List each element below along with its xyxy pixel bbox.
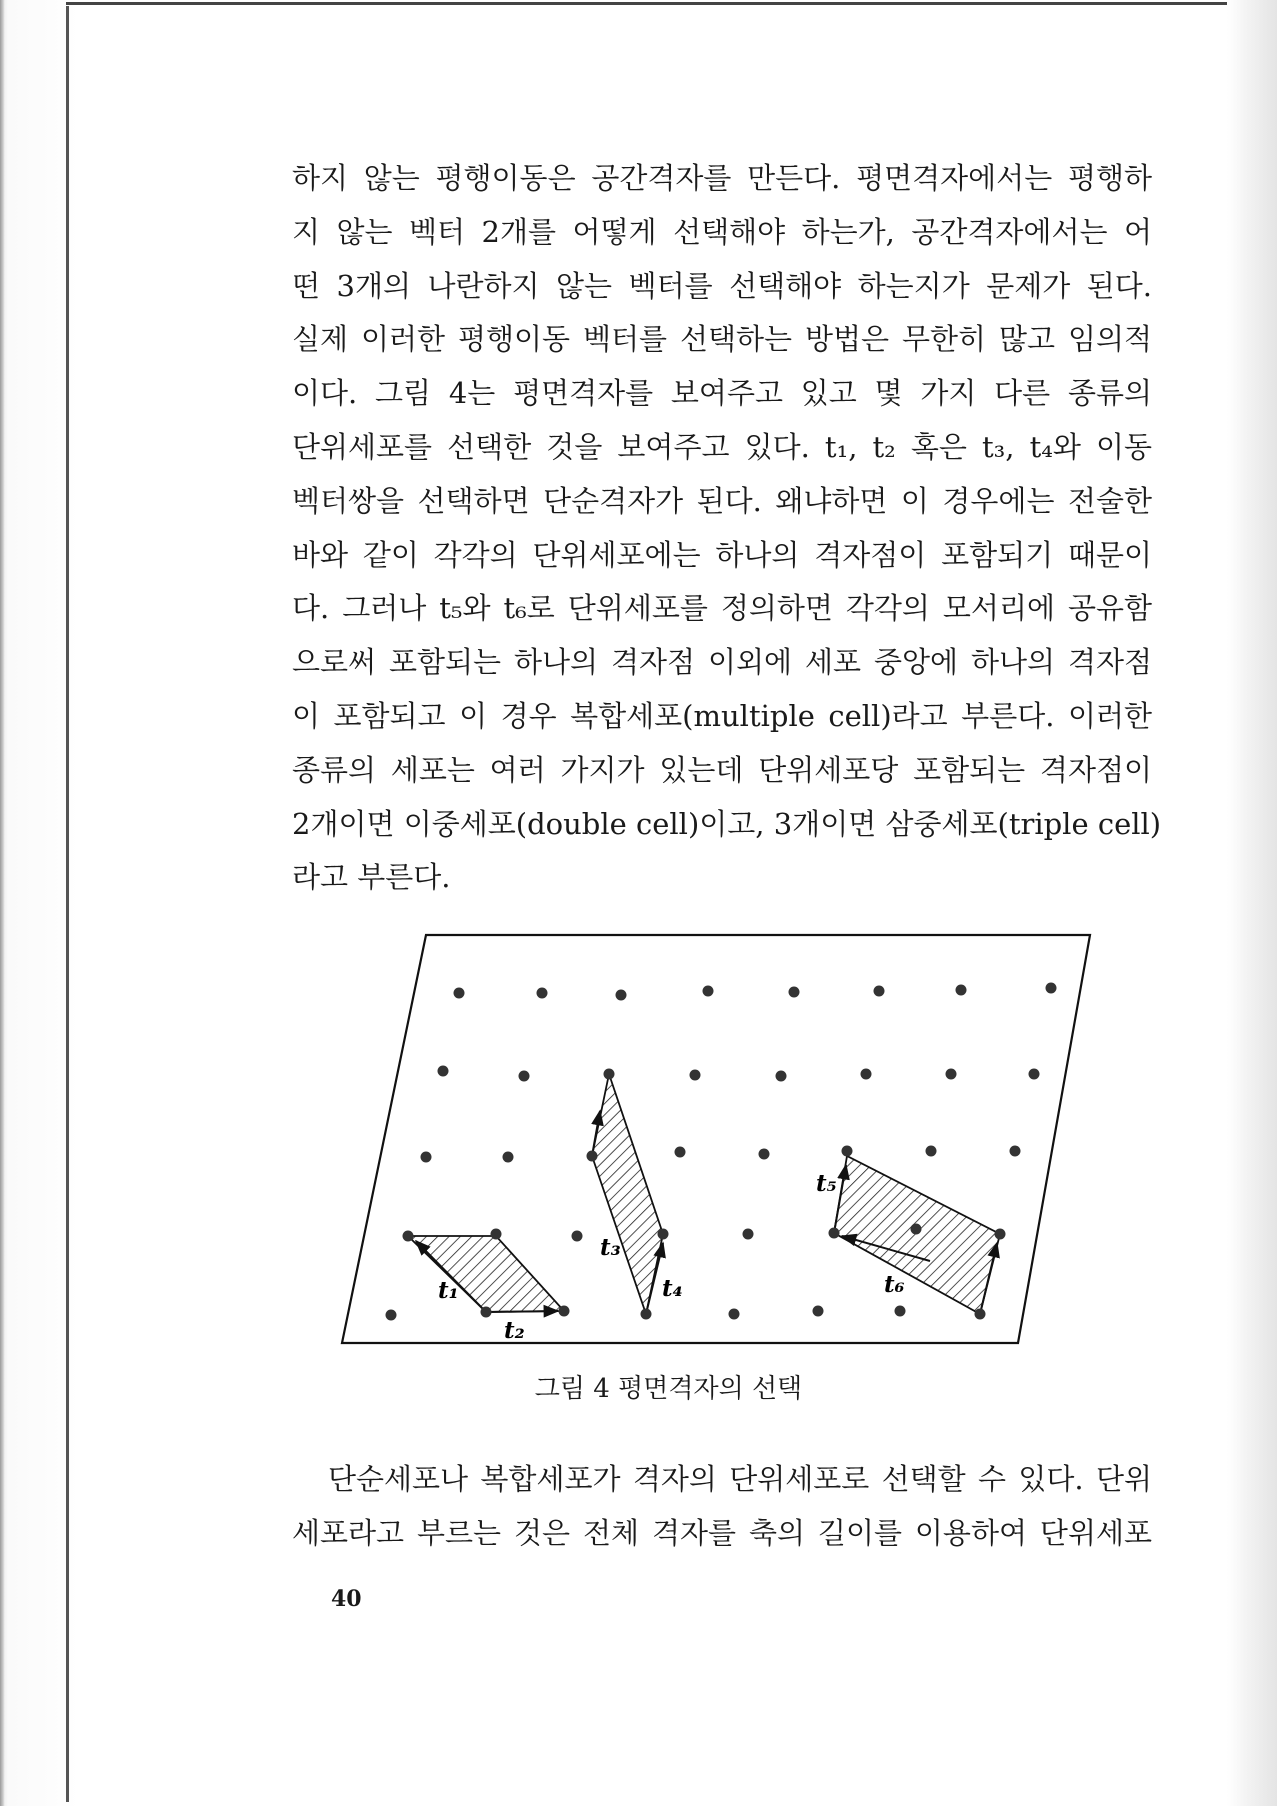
- text-line: 2개이면 이중세포(double cell)이고, 3개이면 삼중세포(triple cell): [292, 806, 1162, 841]
- page-top-edge: [66, 2, 1266, 5]
- page-right-shadow: [1227, 0, 1277, 1806]
- text-line: 바와 같이 각각의 단위세포에는 하나의 격자점이 포함되기 때문이: [292, 537, 1152, 572]
- text-line: 종류의 세포는 여러 가지가 있는데 단위세포당 포함되는 격자점이: [292, 752, 1152, 787]
- plane-lattice-figure: [330, 925, 1110, 1355]
- page-number: 40: [331, 1586, 362, 1612]
- label-t2: t₂: [504, 1317, 525, 1344]
- page-left-edge: [66, 6, 69, 1802]
- text-line: 으로써 포함되는 하나의 격자점 이외에 세포 중앙에 하나의 격자점: [292, 645, 1152, 680]
- cell-t5-t6: [834, 1156, 1000, 1314]
- text-line: 다. 그러나 t₅와 t₆로 단위세포를 정의하면 각각의 모서리에 공유함: [292, 591, 1152, 626]
- text-line: 단위세포를 선택한 것을 보여주고 있다. t₁, t₂ 혹은 t₃, t₄와 이동: [292, 429, 1152, 464]
- label-t3: t₃: [600, 1234, 621, 1261]
- text-line: 이다. 그림 4는 평면격자를 보여주고 있고 몇 가지 다른 종류의: [292, 376, 1152, 411]
- figure-caption: 그림 4 평면격자의 선택: [534, 1374, 803, 1404]
- cell-t1-t2: [408, 1236, 564, 1312]
- cell-t3-t4: [592, 1074, 663, 1314]
- text-line: 라고 부른다.: [292, 860, 451, 895]
- label-t5: t₅: [816, 1170, 837, 1197]
- label-t1: t₁: [438, 1277, 459, 1304]
- text-line: 세포라고 부르는 것은 전체 격자를 축의 길이를 이용하여 단위세포: [292, 1515, 1152, 1550]
- text-line: 지 않는 벡터 2개를 어떻게 선택해야 하는가, 공간격자에서는 어: [292, 214, 1152, 249]
- paragraph-2: [292, 1453, 1152, 1561]
- text-line: 벡터쌍을 선택하면 단순격자가 된다. 왜냐하면 이 경우에는 전술한: [292, 483, 1152, 518]
- label-t6: t₆: [884, 1271, 905, 1298]
- text-line: 떤 3개의 나란하지 않는 벡터를 선택해야 하는지가 문제가 된다.: [292, 268, 1152, 303]
- paragraph-1: [292, 152, 1162, 905]
- text-line: 이 포함되고 이 경우 복합세포(multiple cell)라고 부른다. 이러한: [292, 698, 1152, 733]
- text-line: 하지 않는 평행이동은 공간격자를 만든다. 평면격자에서는 평행하: [292, 161, 1152, 195]
- text-line: 단순세포나 복합세포가 격자의 단위세포로 선택할 수 있다. 단위: [328, 1462, 1152, 1496]
- vector-t2: [486, 1311, 558, 1312]
- label-t4: t₄: [662, 1275, 683, 1302]
- text-line: 실제 이러한 평행이동 벡터를 선택하는 방법은 무한히 많고 임의적: [292, 322, 1152, 357]
